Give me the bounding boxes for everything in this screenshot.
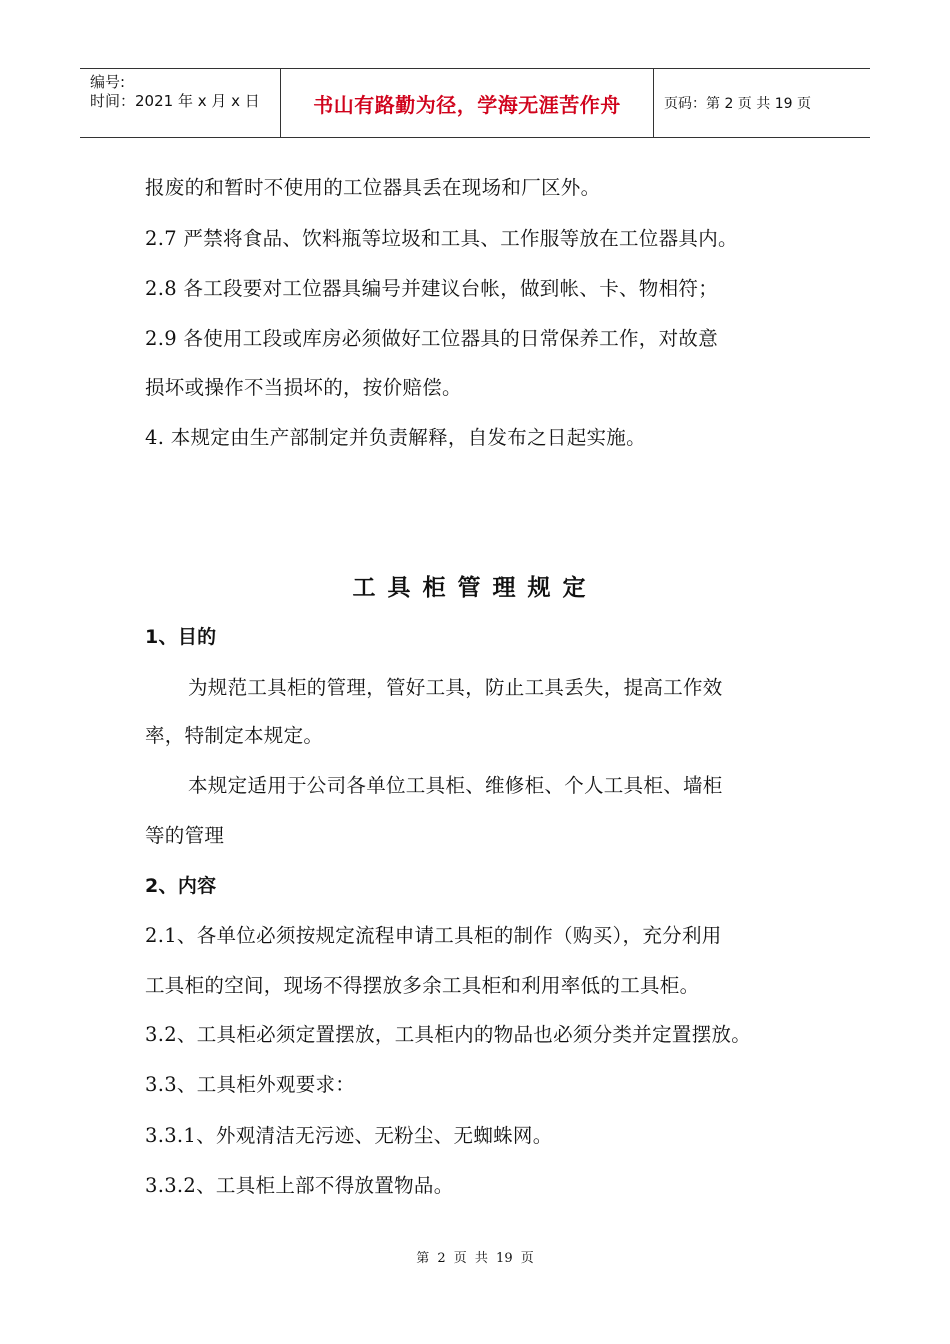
header-left-cell xyxy=(80,69,281,137)
document-date: 时间：2021 年 x 月 x 日 xyxy=(90,92,260,110)
body-line: 3.2、工具柜必须定置摆放，工具柜内的物品也必须分类并定置摆放。 xyxy=(145,1023,752,1046)
body-line: 3.3.1、外观清洁无污迹、无粉尘、无蜘蛛网。 xyxy=(145,1124,553,1147)
header-motto-cell xyxy=(281,69,654,137)
body-line: 2.9 各使用工段或库房必须做好工位器具的日常保养工作，对故意 xyxy=(145,327,719,350)
document-number-label: 编号: xyxy=(90,73,126,91)
body-line: 为规范工具柜的管理，管好工具，防止工具丢失，提高工作效 xyxy=(188,676,723,699)
body-line: 等的管理 xyxy=(145,824,225,847)
body-line: 2.7 严禁将食品、饮料瓶等垃圾和工具、工作服等放在工位器具内。 xyxy=(145,227,738,250)
section-heading-purpose: 1、目的 xyxy=(145,626,217,648)
document-title: 工具柜管理规定 xyxy=(352,575,598,601)
body-line: 本规定适用于公司各单位工具柜、维修柜、个人工具柜、墙柜 xyxy=(188,774,723,797)
body-line: 3.3.2、工具柜上部不得放置物品。 xyxy=(145,1174,454,1197)
body-line: 2.1、各单位必须按规定流程申请工具柜的制作（购买），充分利用 xyxy=(145,924,722,947)
body-line: 损坏或操作不当损坏的，按价赔偿。 xyxy=(145,376,462,399)
body-line: 工具柜的空间，现场不得摆放多余工具柜和利用率低的工具柜。 xyxy=(145,974,700,997)
page-header xyxy=(80,68,870,138)
body-line: 4. 本规定由生产部制定并负责解释，自发布之日起实施。 xyxy=(145,426,646,449)
header-page-info: 页码：第 2 页 共 19 页 xyxy=(664,96,811,112)
body-line: 2.8 各工段要对工位器具编号并建议台帐，做到帐、卡、物相符； xyxy=(145,277,719,300)
page-footer: 第 2 页 共 19 页 xyxy=(416,1251,534,1266)
body-line: 率，特制定本规定。 xyxy=(145,724,324,747)
body-line: 3.3、工具柜外观要求： xyxy=(145,1073,356,1096)
body-line: 报废的和暂时不使用的工位器具丢在现场和厂区外。 xyxy=(145,176,601,199)
header-motto: 书山有路勤为径，学海无涯苦作舟 xyxy=(313,92,621,117)
section-heading-content: 2、内容 xyxy=(145,875,217,897)
